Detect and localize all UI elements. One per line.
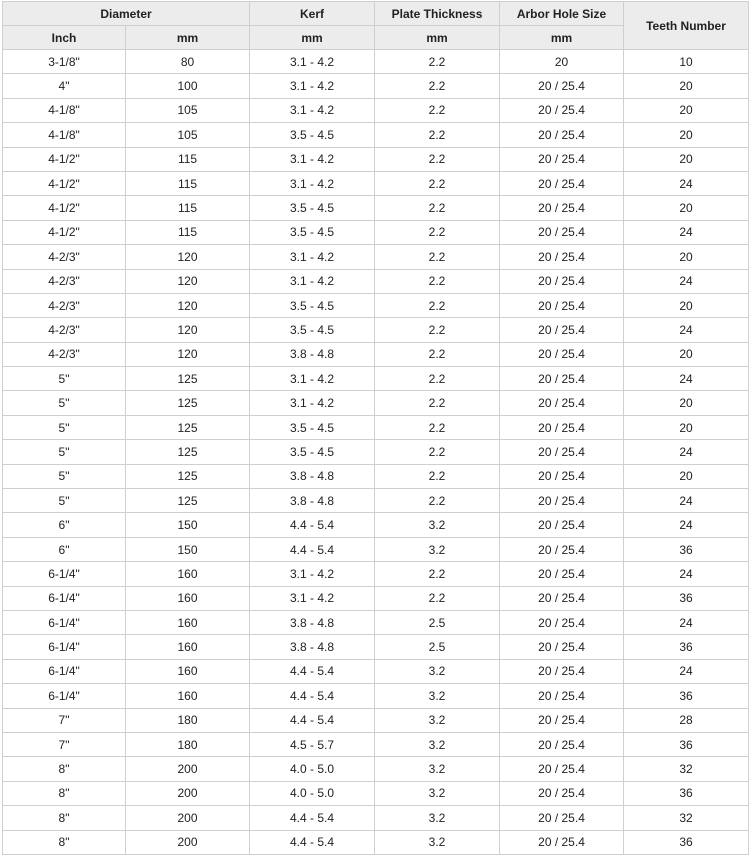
- cell-diameter-mm: 120: [126, 245, 250, 269]
- cell-inch: 7": [3, 732, 126, 756]
- cell-teeth-number: 24: [624, 659, 749, 683]
- cell-inch: 6": [3, 513, 126, 537]
- cell-teeth-number: 20: [624, 293, 749, 317]
- cell-plate-thickness: 3.2: [375, 830, 500, 854]
- cell-diameter-mm: 160: [126, 586, 250, 610]
- cell-teeth-number: 24: [624, 610, 749, 634]
- header-kerf: Kerf: [250, 2, 375, 26]
- cell-diameter-mm: 120: [126, 318, 250, 342]
- cell-kerf: 4.4 - 5.4: [250, 659, 375, 683]
- cell-diameter-mm: 80: [126, 50, 250, 74]
- cell-teeth-number: 32: [624, 757, 749, 781]
- cell-diameter-mm: 115: [126, 147, 250, 171]
- cell-teeth-number: 36: [624, 830, 749, 854]
- cell-kerf: 3.8 - 4.8: [250, 635, 375, 659]
- table-row: [3, 610, 749, 634]
- cell-plate-thickness: 2.2: [375, 123, 500, 147]
- table-row: [3, 586, 749, 610]
- cell-teeth-number: 20: [624, 98, 749, 122]
- cell-teeth-number: 36: [624, 684, 749, 708]
- table-row: [3, 708, 749, 732]
- header-plate-mm: mm: [375, 26, 500, 50]
- cell-inch: 5": [3, 367, 126, 391]
- cell-diameter-mm: 120: [126, 293, 250, 317]
- cell-teeth-number: 24: [624, 562, 749, 586]
- cell-kerf: 3.1 - 4.2: [250, 98, 375, 122]
- table-row: [3, 537, 749, 561]
- header-diameter-mm: mm: [126, 26, 250, 50]
- table-row: [3, 464, 749, 488]
- cell-inch: 6-1/4": [3, 586, 126, 610]
- cell-diameter-mm: 115: [126, 220, 250, 244]
- cell-plate-thickness: 2.2: [375, 220, 500, 244]
- cell-kerf: 3.8 - 4.8: [250, 489, 375, 513]
- cell-teeth-number: 36: [624, 537, 749, 561]
- cell-kerf: 3.5 - 4.5: [250, 196, 375, 220]
- cell-kerf: 3.5 - 4.5: [250, 220, 375, 244]
- cell-arbor-hole: 20 / 25.4: [500, 684, 624, 708]
- cell-inch: 4-2/3": [3, 269, 126, 293]
- cell-plate-thickness: 2.2: [375, 245, 500, 269]
- cell-inch: 8": [3, 830, 126, 854]
- cell-teeth-number: 24: [624, 440, 749, 464]
- cell-diameter-mm: 115: [126, 171, 250, 195]
- cell-kerf: 3.5 - 4.5: [250, 318, 375, 342]
- cell-arbor-hole: 20 / 25.4: [500, 147, 624, 171]
- cell-arbor-hole: 20 / 25.4: [500, 610, 624, 634]
- cell-teeth-number: 24: [624, 269, 749, 293]
- table-row: [3, 98, 749, 122]
- cell-plate-thickness: 3.2: [375, 806, 500, 830]
- cell-teeth-number: 36: [624, 635, 749, 659]
- table-row: [3, 757, 749, 781]
- cell-arbor-hole: 20 / 25.4: [500, 732, 624, 756]
- cell-diameter-mm: 100: [126, 74, 250, 98]
- cell-arbor-hole: 20 / 25.4: [500, 220, 624, 244]
- cell-inch: 4-1/2": [3, 196, 126, 220]
- cell-inch: 4": [3, 74, 126, 98]
- cell-arbor-hole: 20: [500, 50, 624, 74]
- cell-kerf: 4.4 - 5.4: [250, 708, 375, 732]
- cell-arbor-hole: 20 / 25.4: [500, 562, 624, 586]
- header-plate-thickness: Plate Thickness: [375, 2, 500, 26]
- header-arbor-mm: mm: [500, 26, 624, 50]
- table-row: [3, 806, 749, 830]
- cell-arbor-hole: 20 / 25.4: [500, 98, 624, 122]
- cell-inch: 4-2/3": [3, 318, 126, 342]
- cell-kerf: 3.5 - 4.5: [250, 293, 375, 317]
- cell-kerf: 3.1 - 4.2: [250, 562, 375, 586]
- cell-arbor-hole: 20 / 25.4: [500, 293, 624, 317]
- cell-diameter-mm: 180: [126, 708, 250, 732]
- cell-teeth-number: 20: [624, 74, 749, 98]
- cell-plate-thickness: 3.2: [375, 537, 500, 561]
- cell-plate-thickness: 2.5: [375, 610, 500, 634]
- cell-kerf: 3.1 - 4.2: [250, 147, 375, 171]
- cell-kerf: 4.4 - 5.4: [250, 684, 375, 708]
- cell-diameter-mm: 180: [126, 732, 250, 756]
- cell-teeth-number: 28: [624, 708, 749, 732]
- table-row: [3, 367, 749, 391]
- cell-plate-thickness: 3.2: [375, 659, 500, 683]
- cell-inch: 7": [3, 708, 126, 732]
- cell-plate-thickness: 2.2: [375, 391, 500, 415]
- cell-kerf: 3.5 - 4.5: [250, 415, 375, 439]
- table-row: [3, 74, 749, 98]
- cell-arbor-hole: 20 / 25.4: [500, 391, 624, 415]
- cell-diameter-mm: 105: [126, 98, 250, 122]
- cell-teeth-number: 24: [624, 171, 749, 195]
- cell-inch: 4-1/2": [3, 220, 126, 244]
- cell-kerf: 3.8 - 4.8: [250, 464, 375, 488]
- cell-arbor-hole: 20 / 25.4: [500, 781, 624, 805]
- cell-kerf: 4.4 - 5.4: [250, 806, 375, 830]
- header-diameter: Diameter: [3, 2, 250, 26]
- cell-diameter-mm: 160: [126, 562, 250, 586]
- table-row: [3, 50, 749, 74]
- cell-teeth-number: 36: [624, 732, 749, 756]
- cell-inch: 8": [3, 757, 126, 781]
- cell-teeth-number: 20: [624, 391, 749, 415]
- cell-diameter-mm: 105: [126, 123, 250, 147]
- table-row: [3, 489, 749, 513]
- cell-plate-thickness: 3.2: [375, 513, 500, 537]
- cell-teeth-number: 24: [624, 318, 749, 342]
- cell-arbor-hole: 20 / 25.4: [500, 342, 624, 366]
- cell-diameter-mm: 120: [126, 269, 250, 293]
- cell-plate-thickness: 2.2: [375, 171, 500, 195]
- cell-plate-thickness: 2.2: [375, 147, 500, 171]
- cell-plate-thickness: 2.2: [375, 269, 500, 293]
- table-body: [3, 50, 749, 855]
- cell-diameter-mm: 150: [126, 513, 250, 537]
- cell-diameter-mm: 160: [126, 659, 250, 683]
- cell-arbor-hole: 20 / 25.4: [500, 659, 624, 683]
- cell-inch: 5": [3, 489, 126, 513]
- cell-inch: 6-1/4": [3, 635, 126, 659]
- cell-diameter-mm: 120: [126, 342, 250, 366]
- saw-blade-spec-table: [2, 1, 749, 855]
- cell-arbor-hole: 20 / 25.4: [500, 537, 624, 561]
- cell-arbor-hole: 20 / 25.4: [500, 757, 624, 781]
- cell-kerf: 3.1 - 4.2: [250, 171, 375, 195]
- table-row: [3, 220, 749, 244]
- cell-kerf: 4.5 - 5.7: [250, 732, 375, 756]
- cell-inch: 8": [3, 806, 126, 830]
- cell-kerf: 3.1 - 4.2: [250, 245, 375, 269]
- cell-plate-thickness: 2.2: [375, 318, 500, 342]
- cell-arbor-hole: 20 / 25.4: [500, 74, 624, 98]
- cell-diameter-mm: 200: [126, 757, 250, 781]
- cell-inch: 5": [3, 391, 126, 415]
- table-row: [3, 440, 749, 464]
- cell-plate-thickness: 2.2: [375, 50, 500, 74]
- cell-diameter-mm: 200: [126, 830, 250, 854]
- table-row: [3, 196, 749, 220]
- cell-teeth-number: 24: [624, 220, 749, 244]
- cell-inch: 4-2/3": [3, 293, 126, 317]
- cell-inch: 4-1/2": [3, 171, 126, 195]
- table-row: [3, 659, 749, 683]
- cell-plate-thickness: 2.2: [375, 293, 500, 317]
- cell-diameter-mm: 150: [126, 537, 250, 561]
- cell-arbor-hole: 20 / 25.4: [500, 440, 624, 464]
- cell-plate-thickness: 3.2: [375, 757, 500, 781]
- cell-teeth-number: 36: [624, 781, 749, 805]
- header-inch: Inch: [3, 26, 126, 50]
- cell-inch: 5": [3, 440, 126, 464]
- cell-arbor-hole: 20 / 25.4: [500, 318, 624, 342]
- header-teeth-number: Teeth Number: [624, 2, 749, 50]
- cell-teeth-number: 20: [624, 342, 749, 366]
- cell-plate-thickness: 2.2: [375, 464, 500, 488]
- table-row: [3, 269, 749, 293]
- cell-teeth-number: 20: [624, 123, 749, 147]
- cell-teeth-number: 20: [624, 245, 749, 269]
- cell-kerf: 3.5 - 4.5: [250, 440, 375, 464]
- cell-kerf: 4.0 - 5.0: [250, 757, 375, 781]
- cell-diameter-mm: 160: [126, 684, 250, 708]
- table-row: [3, 732, 749, 756]
- cell-diameter-mm: 200: [126, 806, 250, 830]
- cell-diameter-mm: 125: [126, 464, 250, 488]
- cell-kerf: 3.8 - 4.8: [250, 342, 375, 366]
- table-row: [3, 635, 749, 659]
- cell-arbor-hole: 20 / 25.4: [500, 245, 624, 269]
- table-row: [3, 293, 749, 317]
- cell-inch: 4-1/2": [3, 147, 126, 171]
- table-row: [3, 342, 749, 366]
- cell-teeth-number: 20: [624, 415, 749, 439]
- cell-teeth-number: 20: [624, 196, 749, 220]
- cell-plate-thickness: 2.2: [375, 440, 500, 464]
- cell-kerf: 3.1 - 4.2: [250, 74, 375, 98]
- cell-diameter-mm: 125: [126, 391, 250, 415]
- cell-plate-thickness: 2.2: [375, 74, 500, 98]
- cell-kerf: 4.4 - 5.4: [250, 830, 375, 854]
- cell-kerf: 3.1 - 4.2: [250, 391, 375, 415]
- cell-arbor-hole: 20 / 25.4: [500, 196, 624, 220]
- table-row: [3, 562, 749, 586]
- table-row: [3, 147, 749, 171]
- cell-plate-thickness: 2.2: [375, 342, 500, 366]
- cell-inch: 3-1/8": [3, 50, 126, 74]
- cell-inch: 4-1/8": [3, 123, 126, 147]
- cell-arbor-hole: 20 / 25.4: [500, 513, 624, 537]
- cell-inch: 6-1/4": [3, 684, 126, 708]
- header-arbor-hole-size: Arbor Hole Size: [500, 2, 624, 26]
- cell-inch: 6-1/4": [3, 659, 126, 683]
- cell-arbor-hole: 20 / 25.4: [500, 708, 624, 732]
- cell-inch: 5": [3, 464, 126, 488]
- cell-kerf: 3.1 - 4.2: [250, 367, 375, 391]
- cell-diameter-mm: 160: [126, 635, 250, 659]
- cell-kerf: 3.1 - 4.2: [250, 586, 375, 610]
- cell-inch: 6-1/4": [3, 562, 126, 586]
- cell-plate-thickness: 2.2: [375, 367, 500, 391]
- cell-plate-thickness: 3.2: [375, 684, 500, 708]
- spec-table-container: [2, 1, 748, 855]
- table-row: [3, 781, 749, 805]
- table-header: [3, 2, 749, 50]
- cell-plate-thickness: 3.2: [375, 732, 500, 756]
- cell-plate-thickness: 3.2: [375, 781, 500, 805]
- cell-arbor-hole: 20 / 25.4: [500, 464, 624, 488]
- cell-teeth-number: 24: [624, 513, 749, 537]
- cell-kerf: 4.4 - 5.4: [250, 537, 375, 561]
- cell-inch: 6-1/4": [3, 610, 126, 634]
- cell-teeth-number: 24: [624, 367, 749, 391]
- cell-arbor-hole: 20 / 25.4: [500, 123, 624, 147]
- cell-arbor-hole: 20 / 25.4: [500, 171, 624, 195]
- header-kerf-mm: mm: [250, 26, 375, 50]
- cell-teeth-number: 32: [624, 806, 749, 830]
- table-row: [3, 513, 749, 537]
- table-row: [3, 684, 749, 708]
- cell-diameter-mm: 115: [126, 196, 250, 220]
- cell-inch: 4-1/8": [3, 98, 126, 122]
- cell-inch: 4-2/3": [3, 245, 126, 269]
- table-row: [3, 830, 749, 854]
- cell-arbor-hole: 20 / 25.4: [500, 269, 624, 293]
- header-row-1: [3, 2, 749, 26]
- cell-kerf: 3.5 - 4.5: [250, 123, 375, 147]
- cell-diameter-mm: 200: [126, 781, 250, 805]
- cell-plate-thickness: 2.2: [375, 415, 500, 439]
- table-row: [3, 415, 749, 439]
- cell-plate-thickness: 2.2: [375, 489, 500, 513]
- cell-inch: 5": [3, 415, 126, 439]
- cell-kerf: 4.0 - 5.0: [250, 781, 375, 805]
- cell-plate-thickness: 2.2: [375, 98, 500, 122]
- cell-teeth-number: 20: [624, 147, 749, 171]
- cell-plate-thickness: 3.2: [375, 708, 500, 732]
- cell-kerf: 3.1 - 4.2: [250, 269, 375, 293]
- cell-diameter-mm: 125: [126, 489, 250, 513]
- cell-diameter-mm: 160: [126, 610, 250, 634]
- cell-arbor-hole: 20 / 25.4: [500, 635, 624, 659]
- table-row: [3, 123, 749, 147]
- cell-plate-thickness: 2.5: [375, 635, 500, 659]
- cell-plate-thickness: 2.2: [375, 586, 500, 610]
- cell-plate-thickness: 2.2: [375, 562, 500, 586]
- cell-diameter-mm: 125: [126, 415, 250, 439]
- table-row: [3, 171, 749, 195]
- cell-arbor-hole: 20 / 25.4: [500, 830, 624, 854]
- cell-plate-thickness: 2.2: [375, 196, 500, 220]
- cell-teeth-number: 24: [624, 489, 749, 513]
- table-row: [3, 391, 749, 415]
- cell-kerf: 3.8 - 4.8: [250, 610, 375, 634]
- cell-kerf: 4.4 - 5.4: [250, 513, 375, 537]
- cell-inch: 6": [3, 537, 126, 561]
- table-row: [3, 318, 749, 342]
- cell-arbor-hole: 20 / 25.4: [500, 415, 624, 439]
- cell-inch: 8": [3, 781, 126, 805]
- cell-diameter-mm: 125: [126, 440, 250, 464]
- cell-kerf: 3.1 - 4.2: [250, 50, 375, 74]
- cell-diameter-mm: 125: [126, 367, 250, 391]
- cell-inch: 4-2/3": [3, 342, 126, 366]
- cell-arbor-hole: 20 / 25.4: [500, 367, 624, 391]
- cell-teeth-number: 36: [624, 586, 749, 610]
- cell-arbor-hole: 20 / 25.4: [500, 806, 624, 830]
- cell-arbor-hole: 20 / 25.4: [500, 586, 624, 610]
- cell-teeth-number: 10: [624, 50, 749, 74]
- cell-teeth-number: 20: [624, 464, 749, 488]
- table-row: [3, 245, 749, 269]
- cell-arbor-hole: 20 / 25.4: [500, 489, 624, 513]
